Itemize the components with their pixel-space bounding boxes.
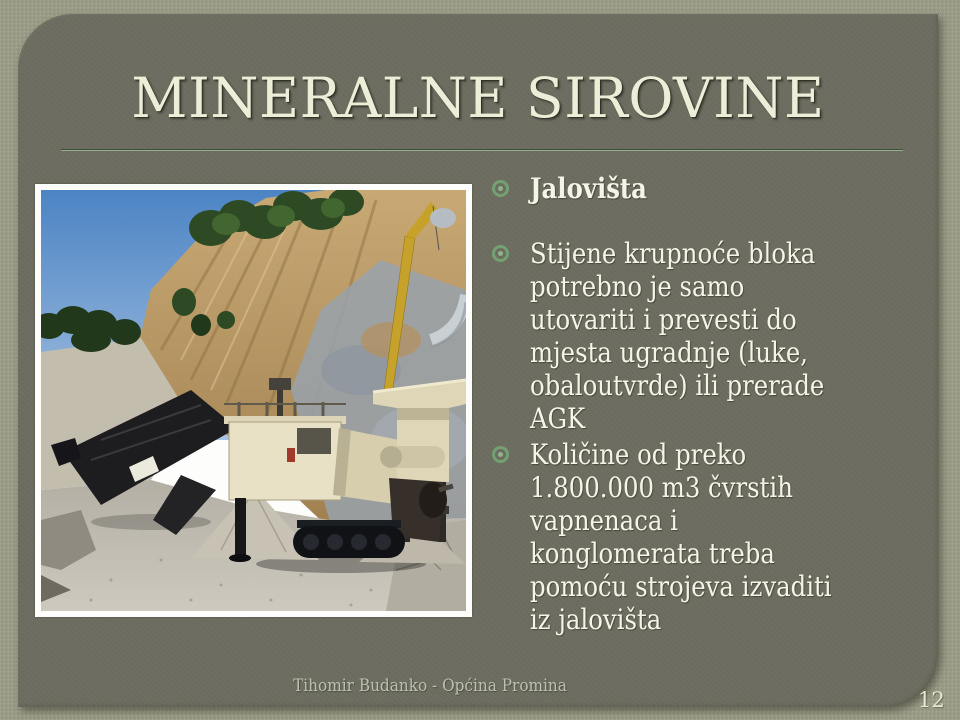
bullet-text-line: iz jalovišta — [530, 603, 662, 636]
slide-panel — [18, 14, 938, 707]
bullet-text-line: utovariti i prevesti do — [530, 303, 797, 336]
quarry-photo-illustration — [41, 190, 466, 611]
bullet-text-line: obaloutvrde) ili prerade — [530, 369, 825, 402]
bullet-text-line: Količine od preko — [530, 438, 747, 471]
title-divider-line — [61, 149, 903, 150]
list-item — [492, 172, 942, 205]
footer-text: Tihomir Budanko - Općina Promina — [293, 676, 567, 696]
bullet-text-line: pomoću strojeva izvaditi — [530, 570, 832, 603]
list-item — [492, 237, 942, 435]
bullet-target-icon — [492, 180, 509, 197]
bullet-text-line: Stijene krupnoće bloka — [530, 237, 816, 270]
list-item — [492, 438, 942, 636]
page-number: 12 — [918, 688, 945, 712]
body-text-column — [492, 172, 942, 636]
slide-title: MINERALNE SIROVINE — [131, 66, 825, 130]
bullet-text-line: Jalovišta — [530, 172, 647, 205]
bullet-text-line: vapnenaca i — [530, 504, 678, 537]
bullet-dot — [498, 186, 503, 191]
bullet-target-icon — [492, 245, 509, 262]
bullet-dot — [498, 452, 503, 457]
quarry-photo — [35, 184, 472, 617]
bullet-list — [492, 172, 942, 636]
bullet-text-line: potrebno je samo — [530, 270, 745, 303]
bullet-text-line: mjesta ugradnje (luke, — [530, 336, 808, 369]
bullet-text-line: konglomerata treba — [530, 537, 775, 570]
bullet-text-line: 1.800.000 m3 čvrstih — [530, 471, 793, 504]
bullet-text-line: AGK — [530, 402, 586, 435]
bullet-dot — [498, 251, 503, 256]
bullet-target-icon — [492, 446, 509, 463]
